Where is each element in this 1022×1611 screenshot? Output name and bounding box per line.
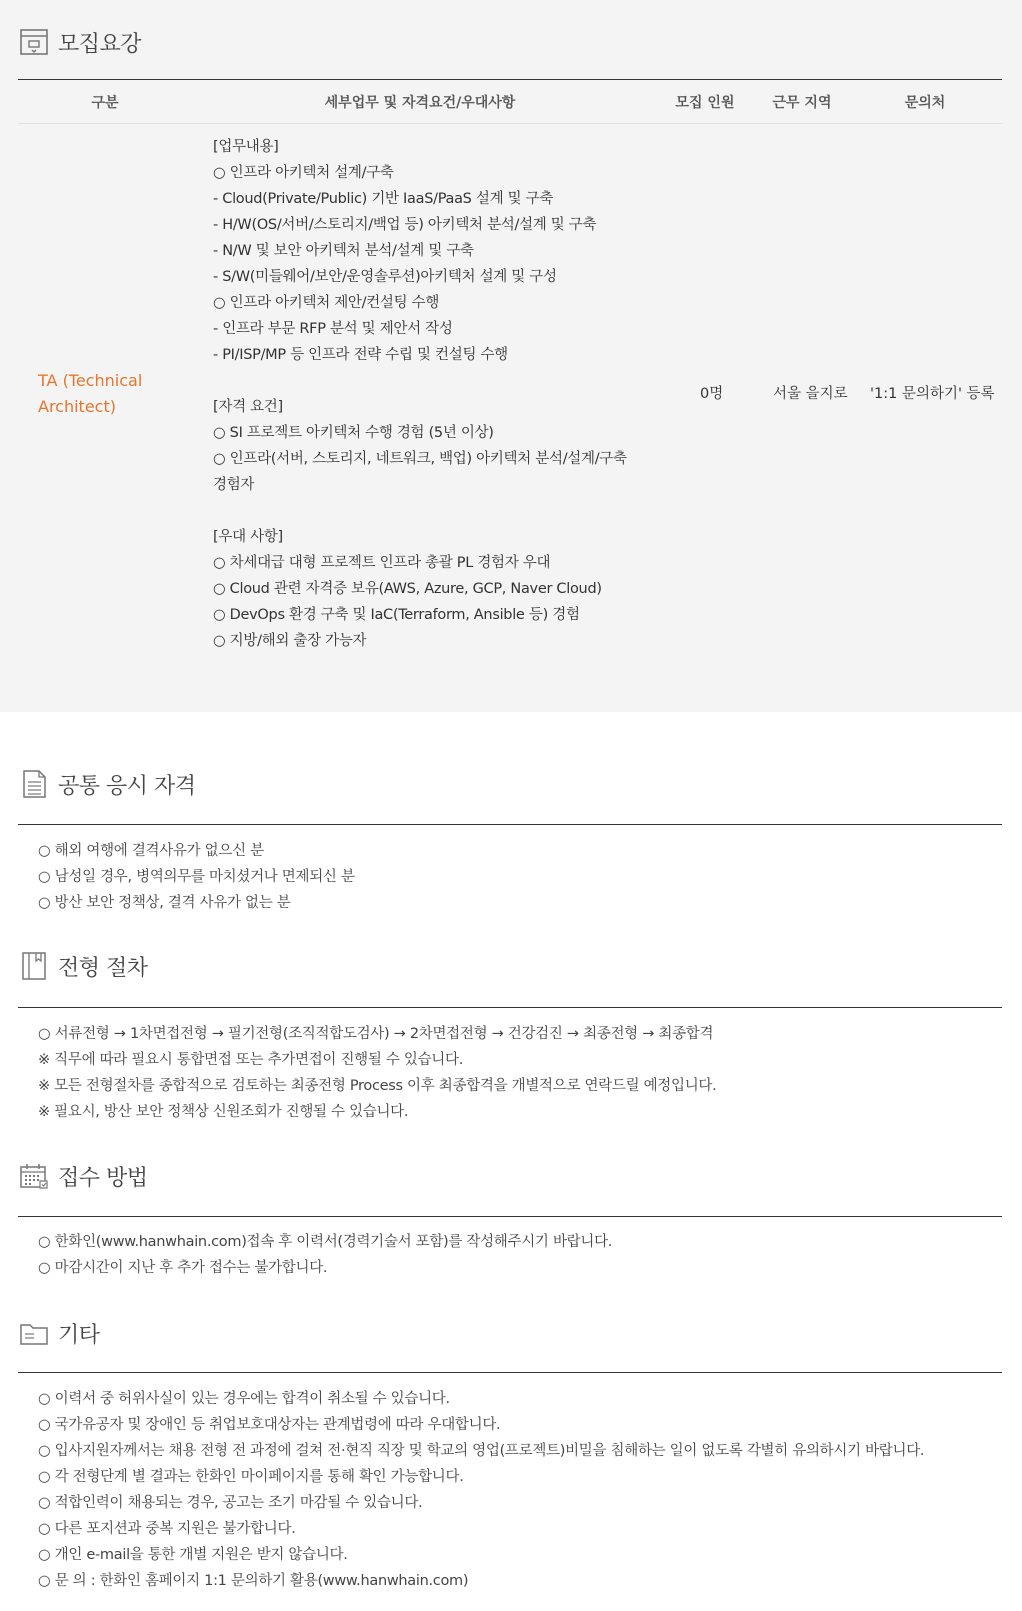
pref-item: ○ 지방/해외 출장 가능자 xyxy=(213,633,367,649)
common-title: 공통 응시 자격 xyxy=(58,773,196,799)
qual-item: ○ SI 프로젝트 아키텍처 수행 경험 (5년 이상) xyxy=(213,425,494,441)
apply-title: 접수 방법 xyxy=(58,1165,148,1191)
common-header xyxy=(18,768,196,800)
duty-item: - H/W(OS/서버/스토리지/백업 등) 아키텍처 분석/설계 및 구축 xyxy=(213,217,597,233)
list-item: ○ 개인 e-mail을 통한 개별 지원은 받지 않습니다. xyxy=(38,1547,348,1563)
etc-list xyxy=(38,1386,924,1594)
list-item: ○ 방산 보안 정책상, 결격 사유가 없는 분 xyxy=(38,895,291,911)
duty-item: ○ 인프라 아키텍처 제안/컨설팅 수행 xyxy=(213,295,440,311)
common-rule xyxy=(18,824,1002,825)
pref-heading: [우대 사항] xyxy=(213,529,283,545)
list-item: ※ 필요시, 방산 보안 정책상 신원조회가 진행될 수 있습니다. xyxy=(38,1104,409,1120)
header-category: 구분 xyxy=(91,95,119,111)
apply-list xyxy=(38,1229,612,1281)
list-item: ○ 적합인력이 채용되는 경우, 공고는 조기 마감될 수 있습니다. xyxy=(38,1495,423,1511)
recruit-rule xyxy=(18,79,1002,80)
duty-item: ○ 인프라 아키텍처 설계/구축 xyxy=(213,165,394,181)
list-item: ※ 직무에 따라 필요시 통합면접 또는 추가면접이 진행될 수 있습니다. xyxy=(38,1052,464,1068)
recruit-title: 모집요강 xyxy=(58,31,142,57)
list-item: ○ 해외 여행에 결격사유가 없으신 분 xyxy=(38,843,264,859)
list-item: ※ 모든 전형절차를 종합적으로 검토하는 최종전형 Process 이후 최종합격을 개별적으로 연락드릴 예정입니다. xyxy=(38,1078,717,1094)
role-name: TA (Technical Architect) xyxy=(38,371,143,416)
role-details xyxy=(213,134,663,654)
list-item: ○ 입사지원자께서는 채용 전형 전 과정에 걸쳐 전·현직 직장 및 학교의 영업(프로젝트)비밀을 침해하는 일이 없도록 각별히 유의하시기 바랍니다. xyxy=(38,1443,925,1459)
pref-item: ○ DevOps 환경 구축 및 IaC(Terraform, Ansible 등) 경험 xyxy=(213,607,580,623)
list-item: ○ 문 의 : 한화인 홈페이지 1:1 문의하기 활용(www.hanwhain.com) xyxy=(38,1573,469,1589)
process-rule xyxy=(18,1007,1002,1008)
process-list xyxy=(38,1021,716,1125)
header-rule xyxy=(18,123,1002,124)
etc-title: 기타 xyxy=(58,1322,100,1348)
etc-header xyxy=(18,1317,100,1349)
qual-item: ○ 인프라(서버, 스토리지, 네트워크, 백업) 아키텍처 분석/설계/구축 xyxy=(213,451,627,467)
header-headcount: 모집 인원 xyxy=(675,95,735,111)
list-item: ○ 마감시간이 지난 후 추가 접수는 불가합니다. xyxy=(38,1260,328,1276)
contact-value: '1:1 문의하기' 등록 xyxy=(870,386,995,402)
etc-rule xyxy=(18,1372,1002,1373)
recruit-header xyxy=(18,26,141,58)
list-item: ○ 남성일 경우, 병역의무를 마치셨거나 면제되신 분 xyxy=(38,869,355,885)
header-location: 근무 지역 xyxy=(772,95,832,111)
headcount-value: 0명 xyxy=(700,386,724,402)
folder-icon xyxy=(18,1317,50,1349)
common-list xyxy=(38,838,355,916)
list-item: ○ 국가유공자 및 장애인 등 취업보호대상자는 관계법령에 따라 우대합니다. xyxy=(38,1417,501,1433)
location-value: 서울 을지로 xyxy=(773,386,848,402)
list-item: ○ 서류전형 → 1차면접전형 → 필기전형(조직적합도검사) → 2차면접전형 → 건강검진 → 최종전형 → 최종합격 xyxy=(38,1026,714,1042)
header-contact: 문의처 xyxy=(904,95,946,111)
apply-header xyxy=(18,1160,148,1192)
document-list-icon xyxy=(18,768,50,800)
list-item: ○ 이력서 중 허위사실이 있는 경우에는 합격이 취소될 수 있습니다. xyxy=(38,1391,450,1407)
qual-item: 경험자 xyxy=(213,477,255,493)
pref-item: ○ 차세대급 대형 프로젝트 인프라 총괄 PL 경험자 우대 xyxy=(213,555,551,571)
header-details: 세부업무 및 자격요건/우대사항 xyxy=(324,95,516,111)
apply-rule xyxy=(18,1216,1002,1217)
list-item: ○ 각 전형단계 별 결과는 한화인 마이페이지를 통해 확인 가능합니다. xyxy=(38,1469,464,1485)
duty-item: - Cloud(Private/Public) 기반 IaaS/PaaS 설계 및 구축 xyxy=(213,191,554,207)
process-title: 전형 절차 xyxy=(58,955,148,981)
archive-box-icon xyxy=(18,26,50,58)
list-item: ○ 다른 포지션과 중복 지원은 불가합니다. xyxy=(38,1521,296,1537)
calendar-icon xyxy=(18,1160,50,1192)
duty-item: - S/W(미들웨어/보안/운영솔루션)아키텍처 설계 및 구성 xyxy=(213,269,557,285)
duty-item: - 인프라 부문 RFP 분석 및 제안서 작성 xyxy=(213,321,453,337)
duty-item: - N/W 및 보안 아키텍처 분석/설계 및 구축 xyxy=(213,243,474,259)
qual-heading: [자격 요건] xyxy=(213,399,283,415)
duties-heading: [업무내용] xyxy=(213,139,279,155)
pref-item: ○ Cloud 관련 자격증 보유(AWS, Azure, GCP, Naver Cloud) xyxy=(213,581,602,597)
list-item: ○ 한화인(www.hanwhain.com)접속 후 이력서(경력기술서 포함)를 작성해주시기 바랍니다. xyxy=(38,1234,613,1250)
process-header xyxy=(18,950,148,982)
notebook-icon xyxy=(18,950,50,982)
duty-item: - PI/ISP/MP 등 인프라 전략 수립 및 컨설팅 수행 xyxy=(213,347,508,363)
